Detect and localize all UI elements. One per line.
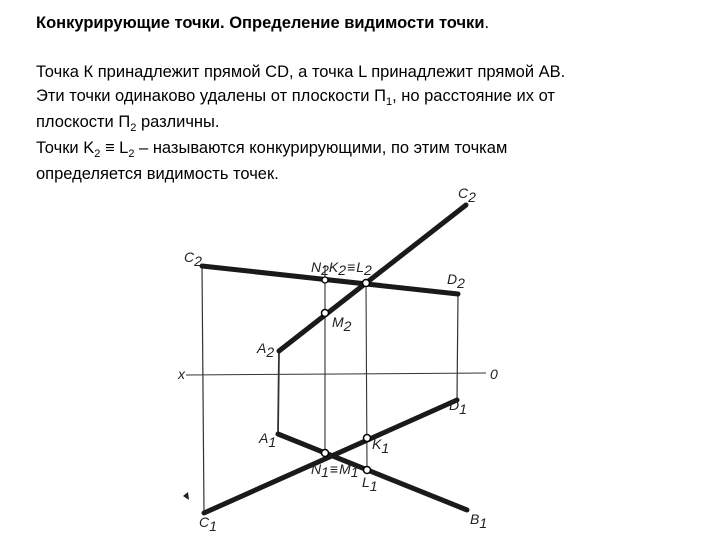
x-axis-line	[186, 373, 486, 375]
c-projection-link	[202, 266, 204, 513]
label-n2-k2-l2: N2K2≡L2	[311, 259, 372, 278]
label-c2: C2	[184, 249, 202, 269]
label-c1: C1	[199, 514, 217, 534]
a-projection-link	[278, 351, 279, 434]
title-text: Конкурирующие точки. Определение видимости точки	[36, 14, 485, 32]
point-m2	[322, 310, 329, 317]
point-k1	[364, 435, 371, 442]
label-l1: L1	[362, 474, 378, 494]
text-line-3-sub: 2	[130, 122, 137, 134]
label-d2: D2	[447, 271, 465, 291]
text-line-4-sub-2: 2	[128, 148, 135, 160]
d-projection-link	[457, 294, 458, 400]
label-x-axis: x	[178, 366, 185, 382]
text-line-5: определяется видимость точек.	[36, 165, 279, 183]
label-k1: K1	[372, 436, 390, 456]
text-line-1: Точка К принадлежит прямой CD, а точка L принадлежит прямой АВ.	[36, 63, 566, 81]
text-line-2-a: Эти точки одинаково удалены от плоскости П	[36, 87, 386, 105]
text-line-3-a: плоскости П	[36, 113, 131, 131]
label-m2: M2	[332, 314, 352, 334]
label-origin: 0	[490, 366, 498, 382]
text-line-4-a: Точки K	[36, 139, 95, 157]
label-n1-m1: N1≡M1	[311, 461, 359, 480]
point-l1	[364, 467, 371, 474]
point-k2-l2	[363, 280, 370, 287]
label-a1: A1	[259, 430, 277, 450]
label-c2-top: C2	[458, 185, 476, 205]
label-a2: A2	[257, 340, 275, 360]
label-b1: B1	[470, 511, 488, 531]
line-c1-d1	[204, 400, 457, 513]
title-period: .	[484, 14, 490, 32]
text-line-2-sub: 1	[385, 96, 393, 108]
corner-mark	[183, 492, 189, 500]
text-line-4-mid: ≡ L	[100, 139, 129, 157]
text-line-3-b: различны.	[136, 113, 220, 131]
label-d1: D1	[449, 397, 467, 417]
text-line-4-sub-1: 2	[94, 148, 101, 160]
text-line-4-b: – называются конкурирующими, по этим точкам	[134, 139, 508, 157]
point-n1-m1	[322, 450, 329, 457]
text-line-2-b: , но расстояние их от	[392, 87, 555, 105]
